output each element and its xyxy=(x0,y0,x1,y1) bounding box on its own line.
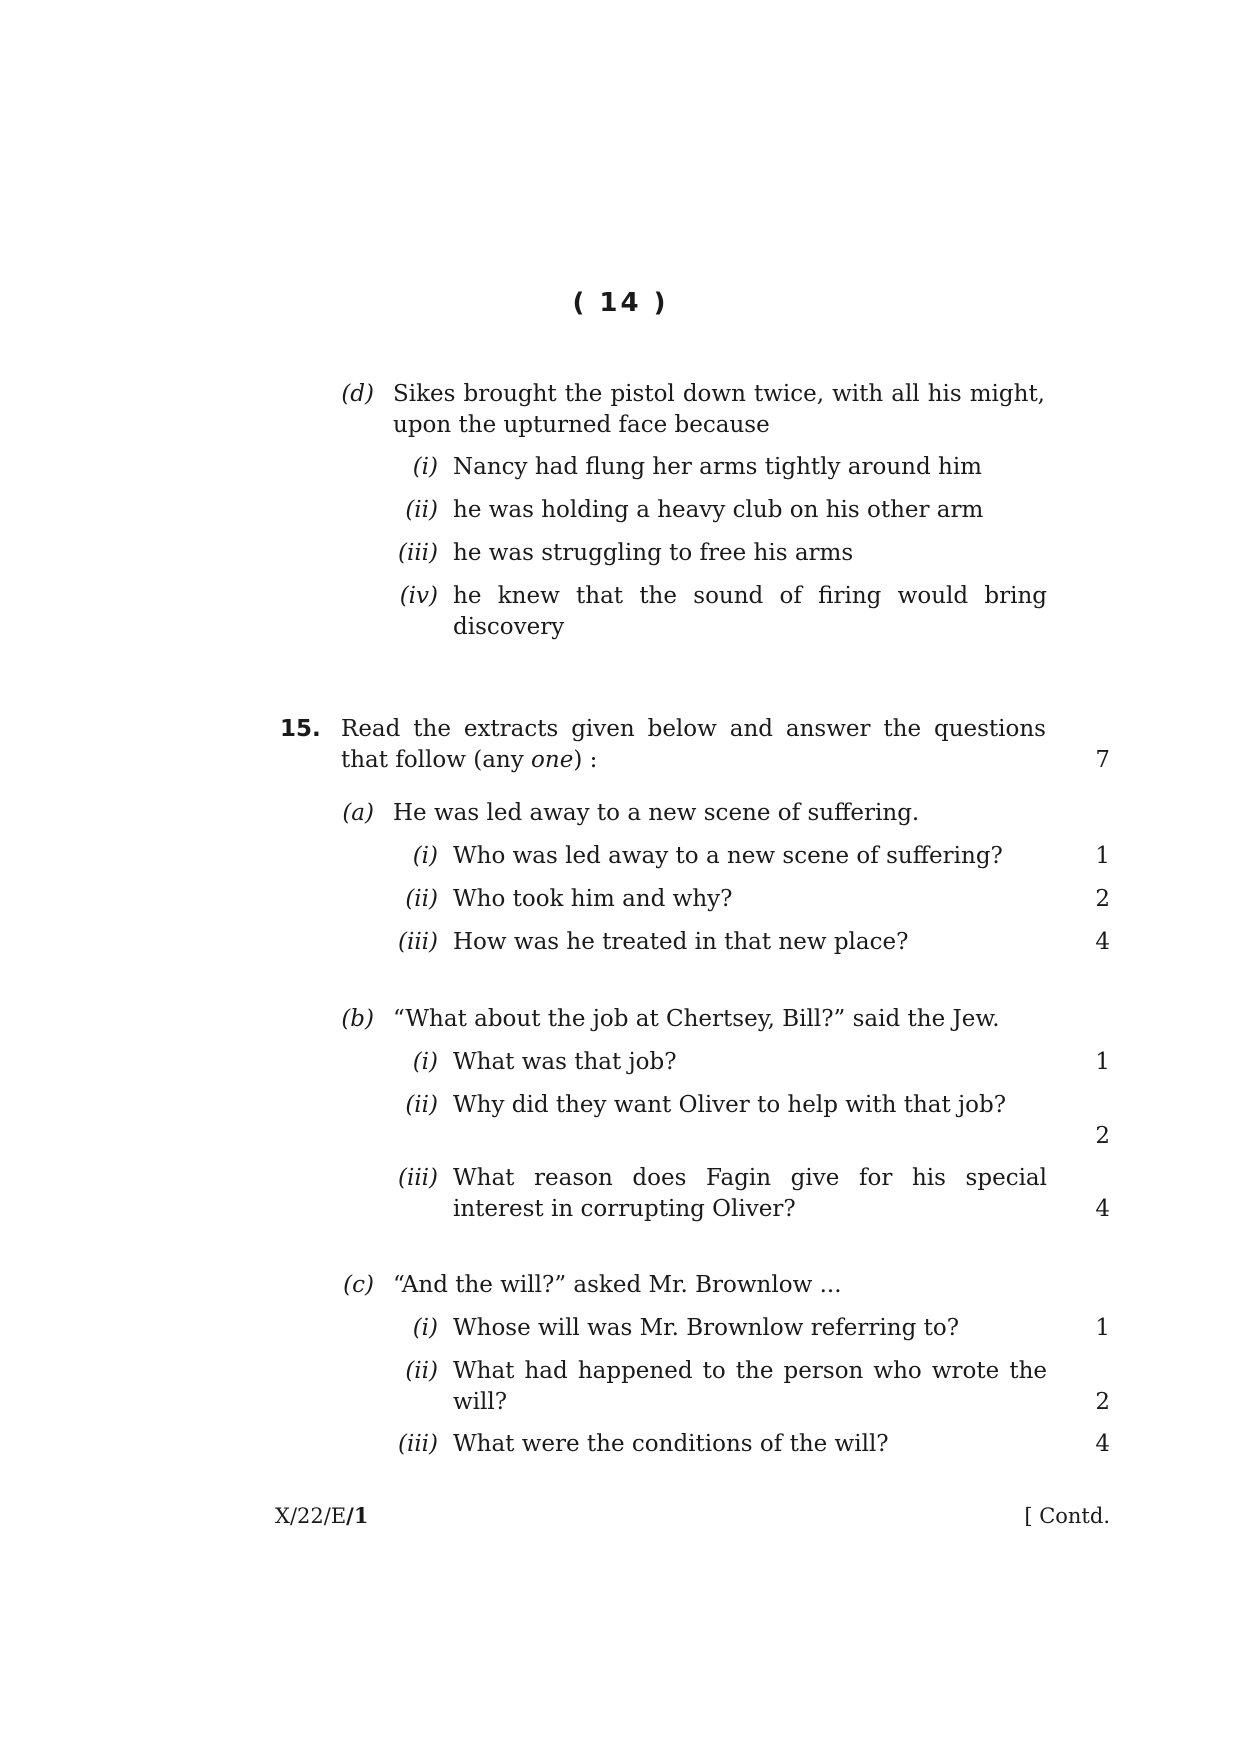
q15a-iii-label: (iii) xyxy=(397,929,438,955)
q15b-ii-label: (ii) xyxy=(405,1092,438,1118)
q14d-text: Sikes brought the pistol down twice, with all his might, upon the upturned face because xyxy=(393,381,1045,438)
q14d-option-i-text: Nancy had flung her arms tightly around him xyxy=(453,454,982,480)
q15a-i-marks: 1 xyxy=(1095,843,1110,869)
q15b-iii-marks: 4 xyxy=(1095,1196,1110,1222)
q15-instruction: Read the extracts given below and answer the questions that follow (any one) : xyxy=(341,716,1046,773)
q15a-ii-text: Who took him and why? xyxy=(453,886,733,912)
q15b-ii-text: Why did they want Oliver to help with that job? xyxy=(453,1092,1007,1118)
q15c-i-marks: 1 xyxy=(1095,1315,1110,1341)
q15c-ii-label: (ii) xyxy=(405,1358,438,1384)
q14d-option-iv-label: (iv) xyxy=(399,583,438,609)
q14d-option-iii-label: (iii) xyxy=(397,540,438,566)
q15c-label: (c) xyxy=(343,1272,374,1298)
q14d-option-i-label: (i) xyxy=(412,454,438,480)
paper-code: X/22/E/1 xyxy=(275,1503,369,1528)
q15b-i-label: (i) xyxy=(412,1049,438,1075)
q15a-text: He was led away to a new scene of suffering. xyxy=(393,800,920,826)
q15c-iii-text: What were the conditions of the will? xyxy=(453,1431,889,1457)
q15-number: 15. xyxy=(280,716,321,742)
q15a-label: (a) xyxy=(342,800,374,826)
q15c-i-label: (i) xyxy=(412,1315,438,1341)
q15a-iii-text: How was he treated in that new place? xyxy=(453,929,909,955)
q15b-text: “What about the job at Chertsey, Bill?” said the Jew. xyxy=(393,1006,1000,1032)
q15b-i-text: What was that job? xyxy=(453,1049,677,1075)
q15a-i-label: (i) xyxy=(412,843,438,869)
q15a-ii-marks: 2 xyxy=(1095,886,1110,912)
q14d-option-ii-text: he was holding a heavy club on his other arm xyxy=(453,497,984,523)
q14d-option-iii-text: he was struggling to free his arms xyxy=(453,540,854,566)
q15c-i-text: Whose will was Mr. Brownlow referring to? xyxy=(453,1315,960,1341)
q15b-i-marks: 1 xyxy=(1095,1049,1110,1075)
q15b-ii-marks: 2 xyxy=(1095,1123,1110,1149)
q14d-label: (d) xyxy=(341,381,374,407)
q15c-iii-label: (iii) xyxy=(397,1431,438,1457)
q15b-iii-text: What reason does Fagin give for his special interest in corrupting Oliver? xyxy=(453,1165,1047,1222)
q15c-text: “And the will?” asked Mr. Brownlow ... xyxy=(393,1272,842,1298)
q15b-label: (b) xyxy=(341,1006,374,1032)
page-number: ( 14 ) xyxy=(572,288,669,318)
q14d-option-ii-label: (ii) xyxy=(405,497,438,523)
q15c-iii-marks: 4 xyxy=(1095,1431,1110,1457)
q15a-iii-marks: 4 xyxy=(1095,929,1110,955)
q15a-i-text: Who was led away to a new scene of suffering? xyxy=(453,843,1003,869)
q15a-ii-label: (ii) xyxy=(405,886,438,912)
q15c-ii-text: What had happened to the person who wrote the will? xyxy=(453,1358,1047,1415)
q15b-iii-label: (iii) xyxy=(397,1165,438,1191)
q14d-option-iv-text: he knew that the sound of firing would bring discovery xyxy=(453,583,1047,640)
contd-label: [ Contd. xyxy=(1024,1504,1110,1528)
q15-marks: 7 xyxy=(1095,747,1110,773)
q15c-ii-marks: 2 xyxy=(1095,1389,1110,1415)
